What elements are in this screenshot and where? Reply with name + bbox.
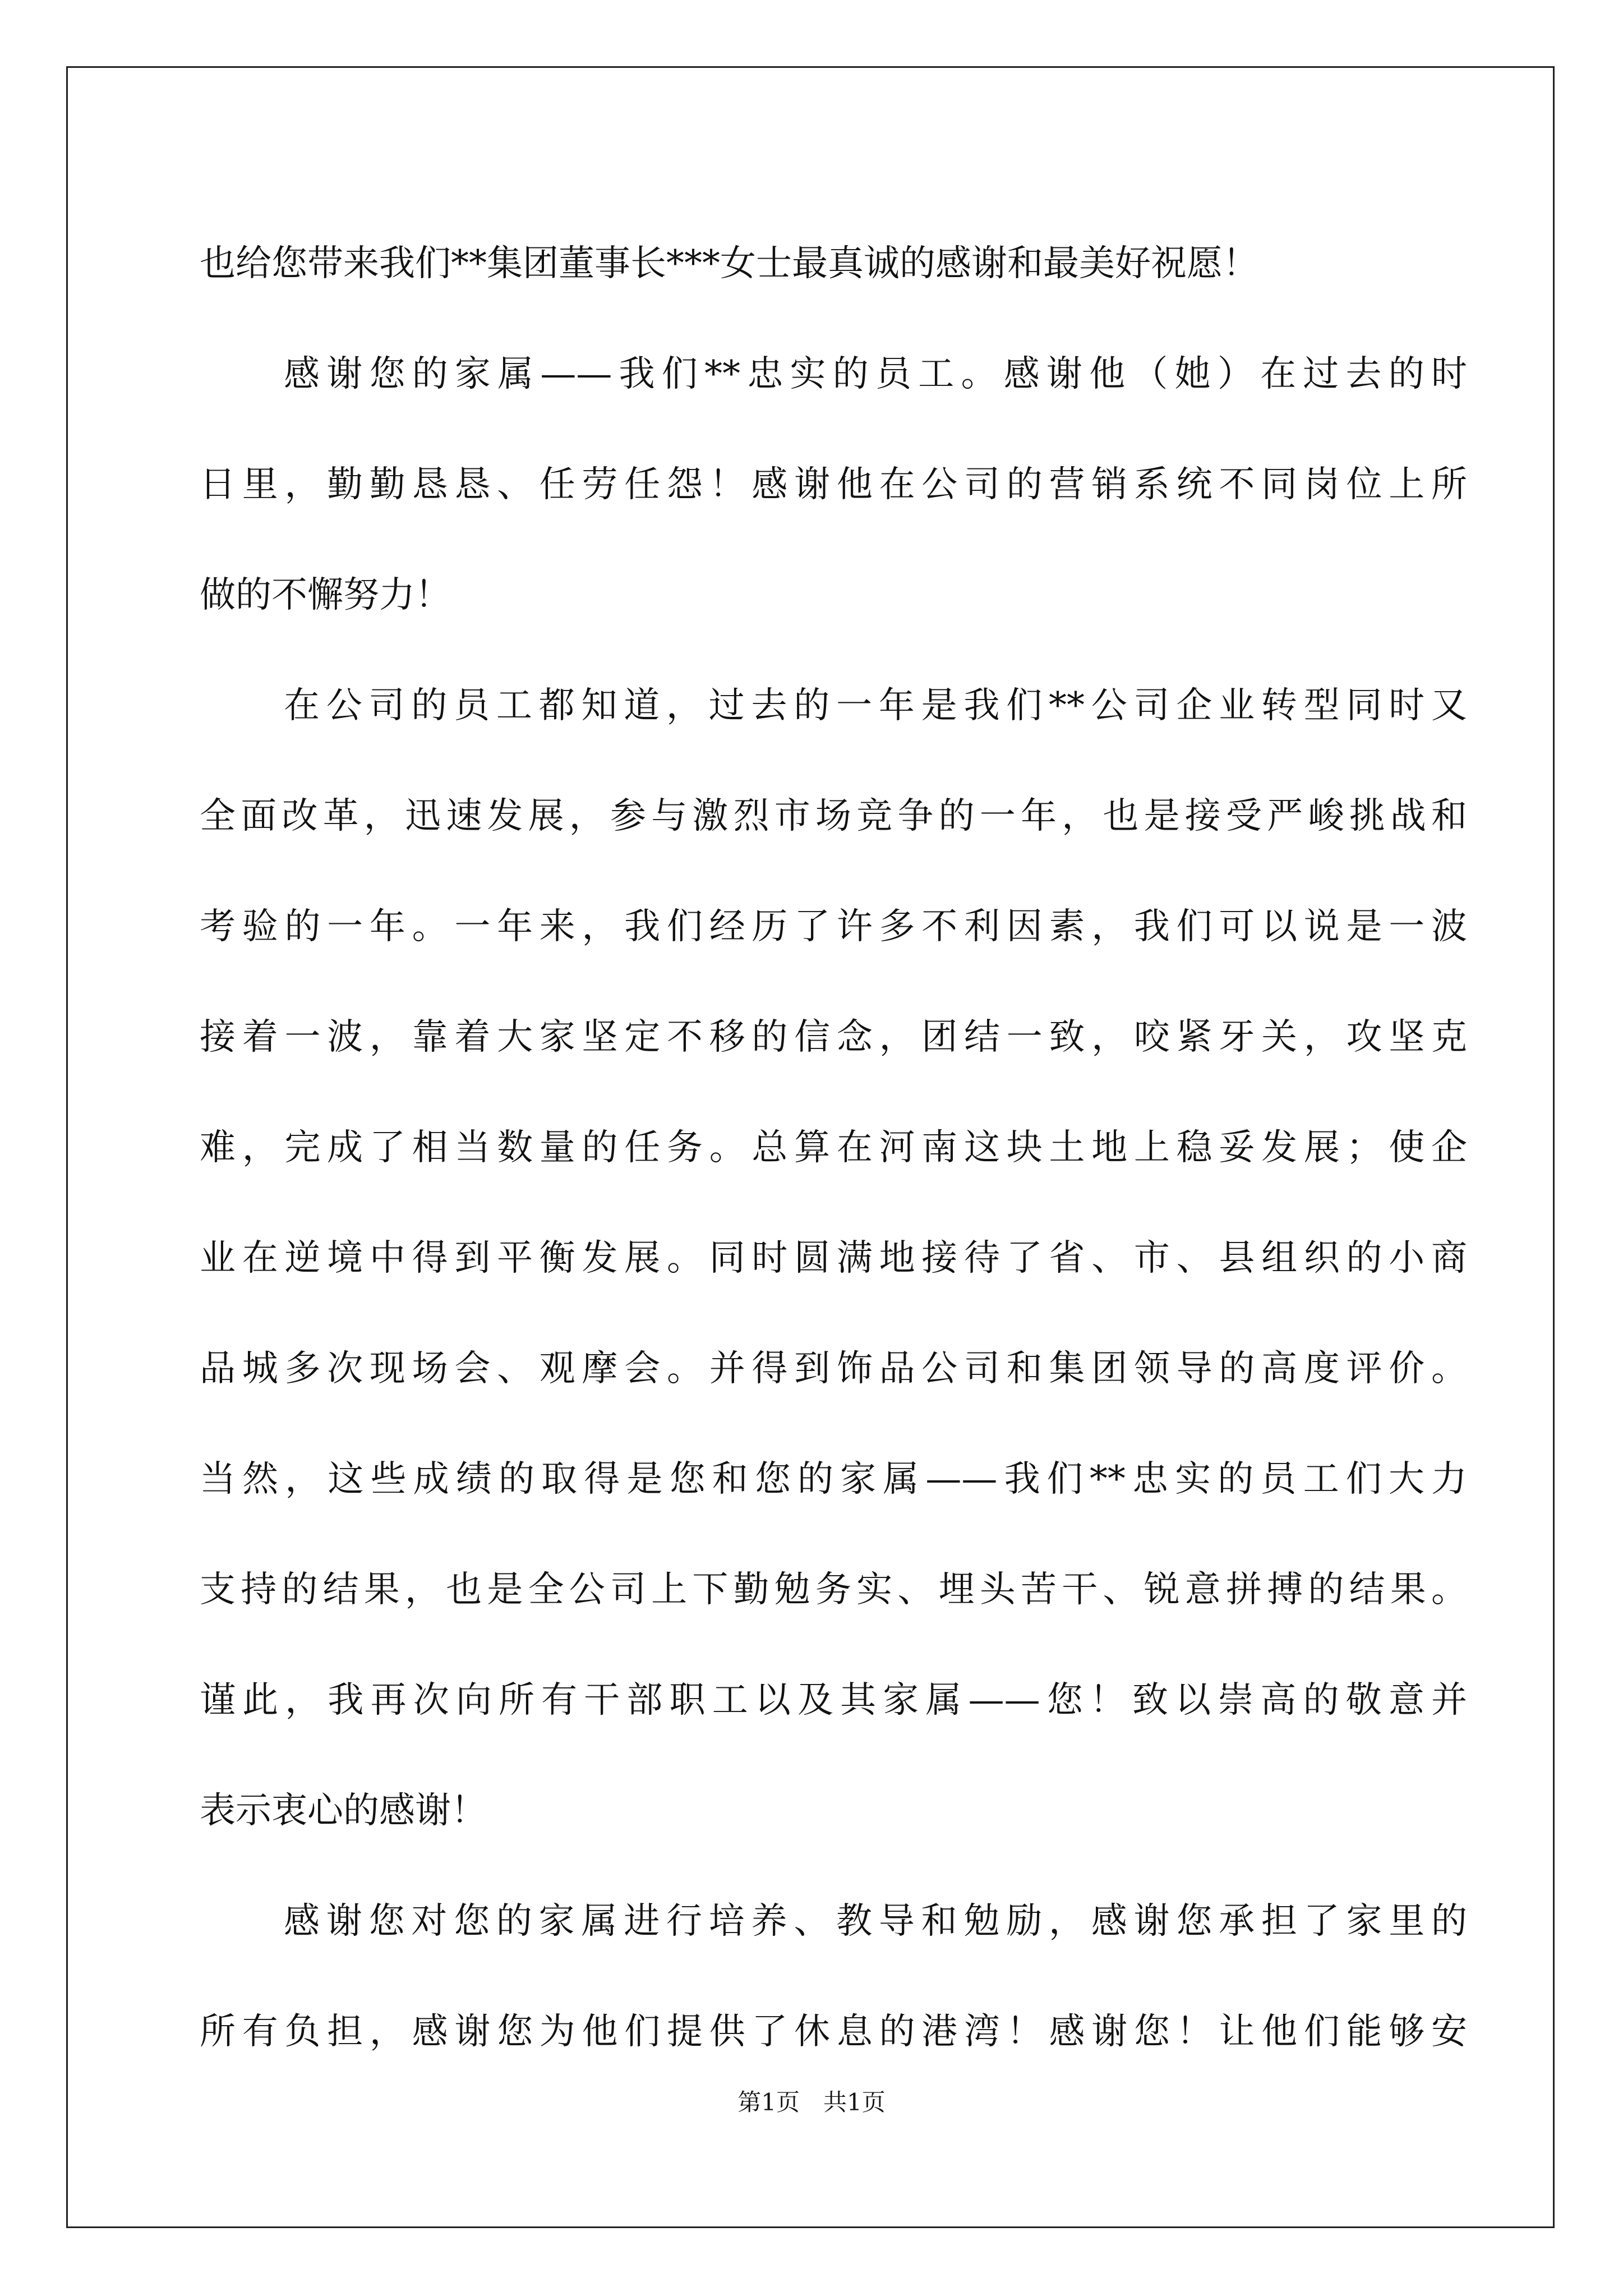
page-number: 第1页 共1页 xyxy=(737,2088,886,2116)
paragraph-line: 全面改革，迅速发展，参与激烈市场竞争的一年，也是接受严峻挑战和 xyxy=(200,795,1467,837)
paragraph-line: 支持的结果，也是全公司上下勤勉务实、埋头苦干、锐意拼搏的结果。 xyxy=(200,1569,1467,1611)
paragraph-line: 做的不懈努力！ xyxy=(200,574,451,616)
paragraph-line: 所有负担，感谢您为他们提供了休息的港湾！感谢您！让他们能够安 xyxy=(200,2011,1467,2053)
paragraph-line: 在公司的员工都知道，过去的一年是我们**公司企业转型同时又 xyxy=(284,685,1467,726)
paragraph-line: 业在逆境中得到平衡发展。同时圆满地接待了省、市、县组织的小商 xyxy=(200,1237,1467,1279)
paragraph-line: 感谢您对您的家属进行培养、教导和勉励，感谢您承担了家里的 xyxy=(284,1901,1467,1942)
paragraph-line: 也给您带来我们**集团董事长***女士最真诚的感谢和最美好祝愿！ xyxy=(200,243,1258,284)
paragraph-line: 感谢您的家属——我们**忠实的员工。感谢他（她）在过去的时 xyxy=(284,353,1467,395)
paragraph-line: 当然，这些成绩的取得是您和您的家属——我们**忠实的员工们大力 xyxy=(200,1458,1467,1500)
paragraph-line: 表示衷心的感谢！ xyxy=(200,1790,487,1832)
paragraph-line: 考验的一年。一年来，我们经历了许多不利因素，我们可以说是一波 xyxy=(200,906,1467,947)
paragraph-line: 品城多次现场会、观摩会。并得到饰品公司和集团领导的高度评价。 xyxy=(200,1348,1467,1389)
paragraph-line: 日里，勤勤恳恳、任劳任怨！感谢他在公司的营销系统不同岗位上所 xyxy=(200,464,1467,505)
document-body xyxy=(200,209,1467,2087)
paragraph-line: 谨此，我再次向所有干部职工以及其家属——您！致以崇高的敬意并 xyxy=(200,1680,1467,1721)
paragraph-line: 接着一波，靠着大家坚定不移的信念，团结一致，咬紧牙关，攻坚克 xyxy=(200,1016,1467,1058)
paragraph-line: 难，完成了相当数量的任务。总算在河南这块土地上稳妥发展；使企 xyxy=(200,1127,1467,1168)
